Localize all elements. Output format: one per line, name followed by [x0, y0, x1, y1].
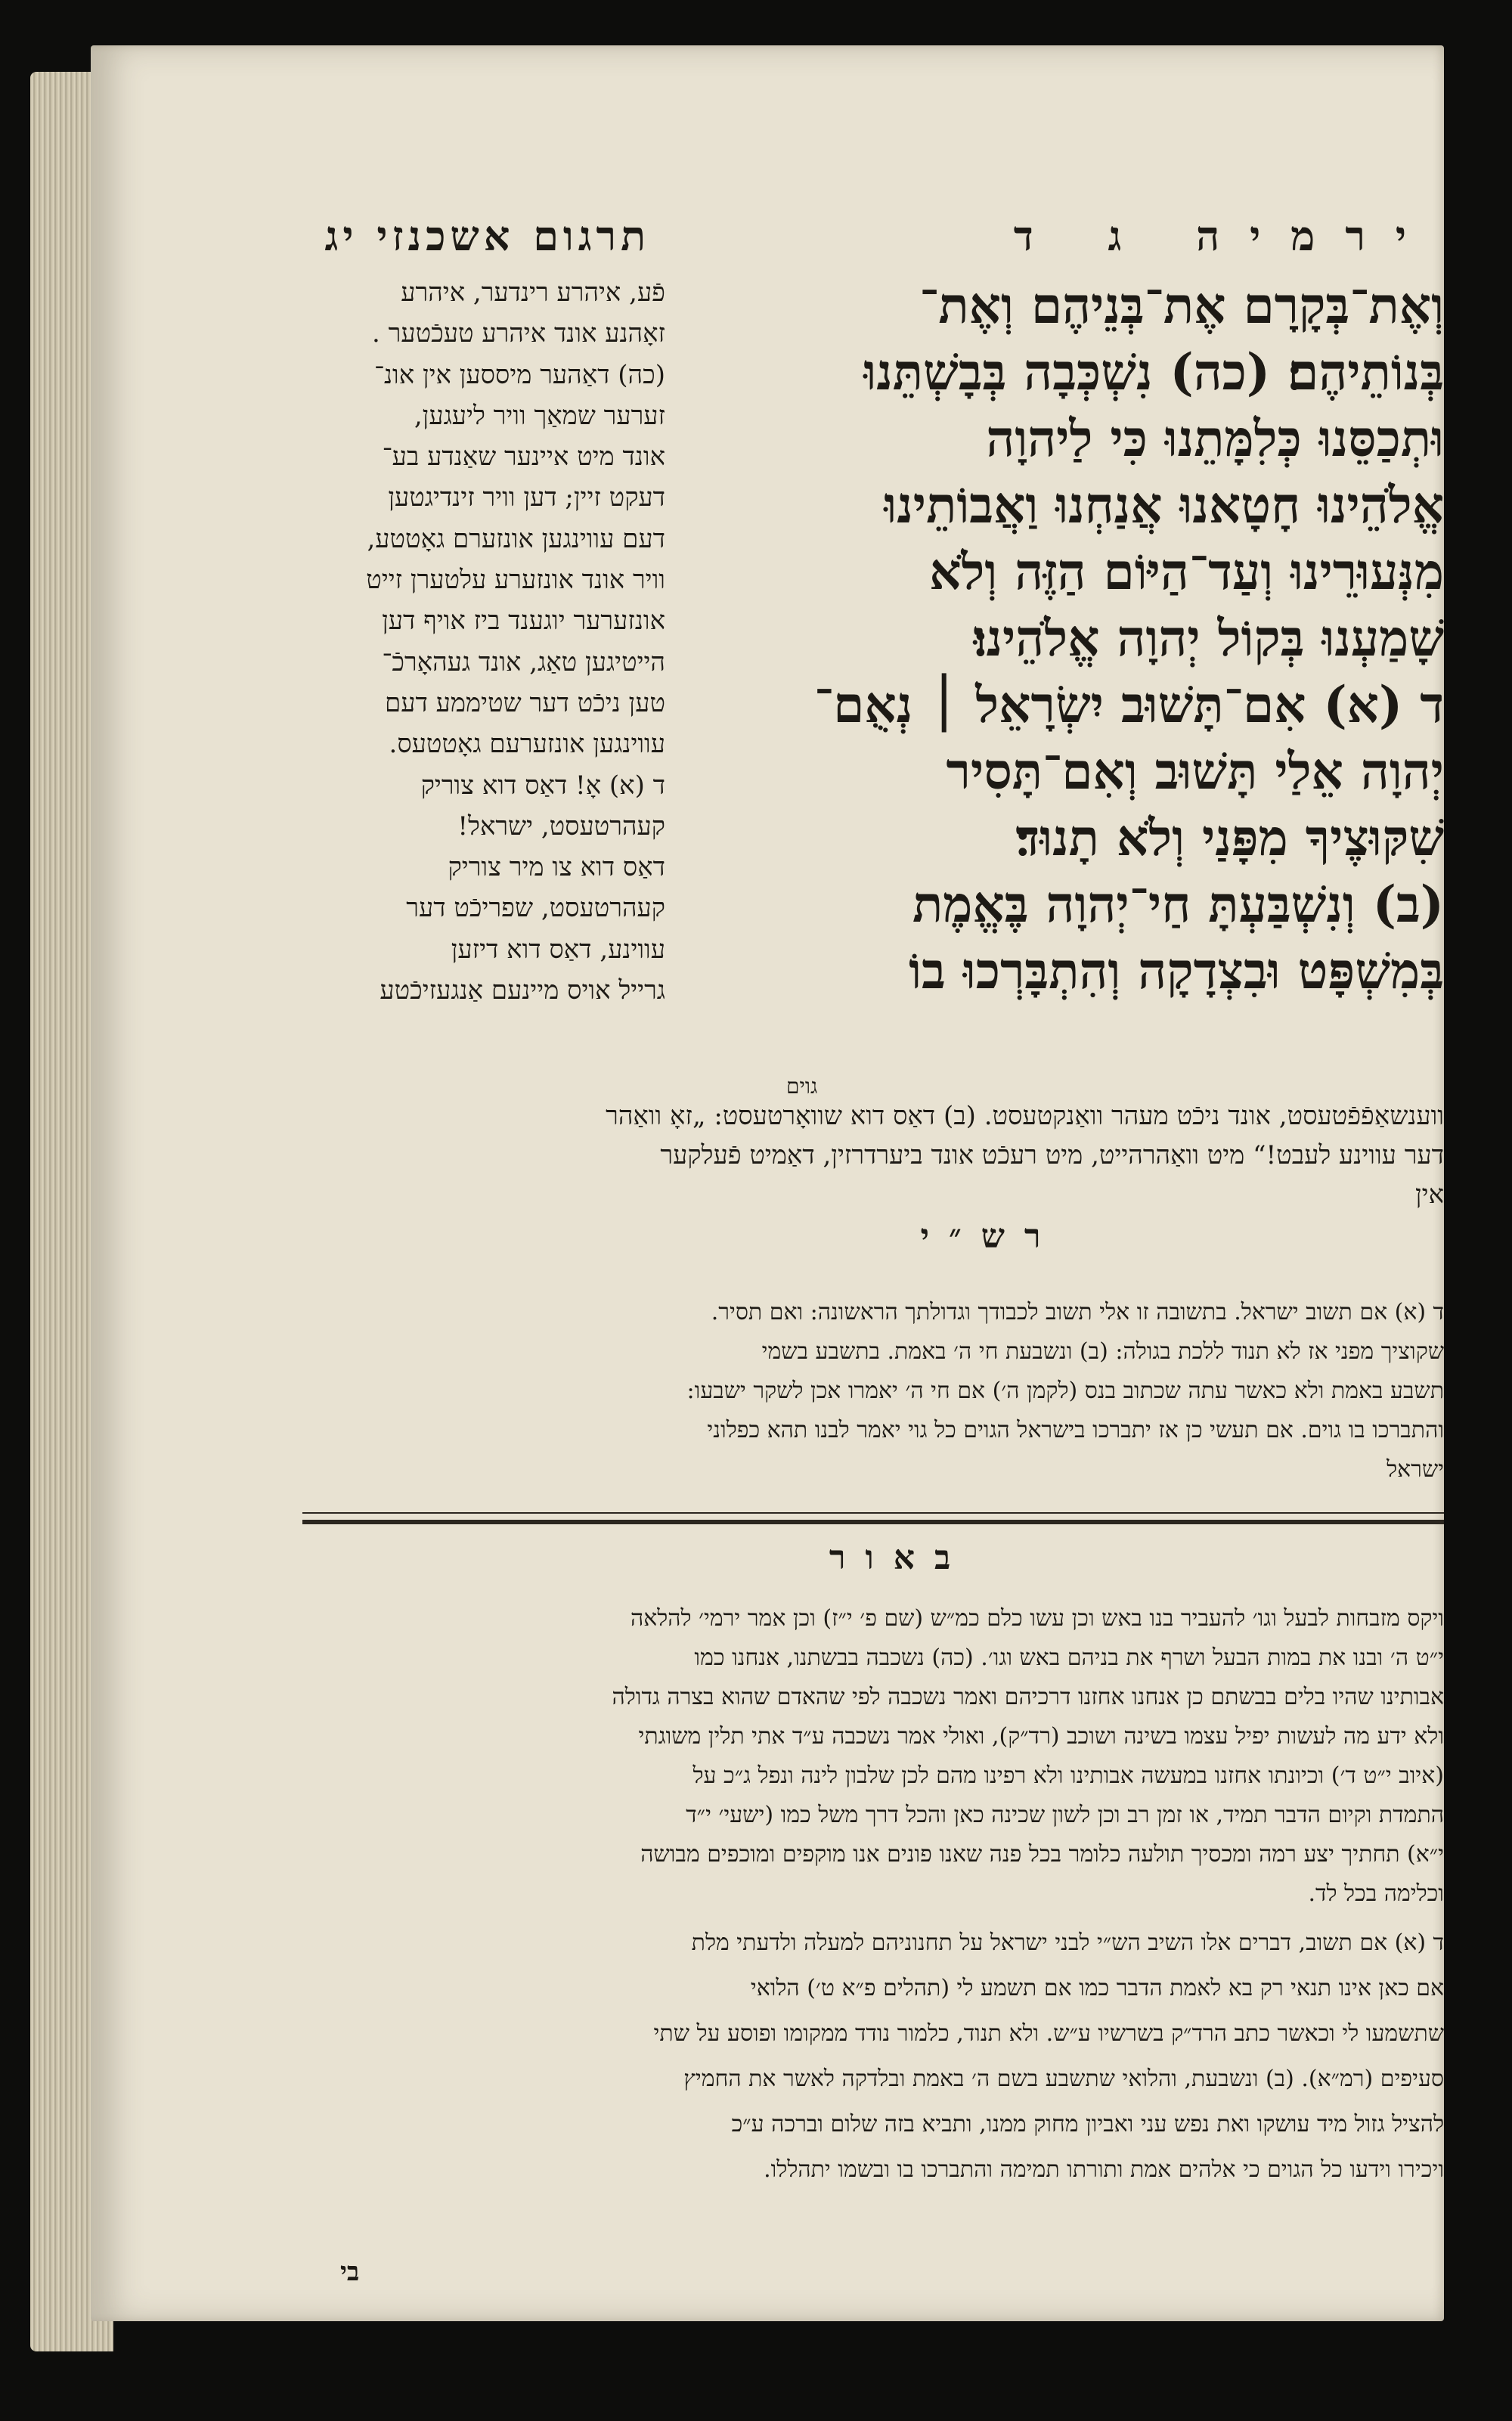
yiddish-line: אונזערער יוגענד ביז אויף דען [382, 606, 665, 637]
yiddish-line: וויר אונד אונזערע עלטערן זייט [366, 565, 665, 596]
hebrew-line: מִנְּעוּרֵינוּ וְעַד־הַיּוֹם הַזֶּה וְלֹא [929, 542, 1444, 601]
rashi-line: ד (א) אם תשוב ישראל. בתשובה זו אלי תשוב לכבודך וגדולתך הראשונה: ואם תסיר. [711, 1299, 1444, 1325]
biur-line: שתשמעו לי וכאשר כתב הרד״ק בשרשיו ע״ש. ולא תנוד, כלמור נודד ממקומו ופוסע על שתי [653, 2020, 1444, 2047]
yiddish-line: אונד מיט איינער שאַנדע בע־ [382, 442, 665, 473]
yiddish-line: ד (א) אָ! דאַס דוא צוריק [420, 770, 665, 801]
biur-line: ויכירו וידעו כל הגוים כי אלהים אמת ותורתו תמימה והתברכו בו ובשמו יתהללו. [764, 2156, 1444, 2183]
hebrew-line: אֱלֹהֵינוּ חָטָאנוּ אֲנַחְנוּ וַאֲבוֹתֵינוּ [884, 476, 1444, 535]
yiddish-line: הייטיגען טאַג, אונד געהאָרכֿ־ [382, 646, 665, 677]
rashi-title: רש״י [920, 1217, 1061, 1256]
hebrew-line: וּתְכַסֵּנוּ כְּלִמָּתֵנוּ כִּי לַיהוָה [986, 409, 1444, 468]
hebrew-line: בְּנוֹתֵיהֶם׃ (כה) נִשְׁכְּבָה בְּבָשְׁתֵּנוּ [863, 343, 1444, 401]
hebrew-line: וְאֶת־בְּקָרָם אֶת־בְּנֵיהֶם וְאֶת־ [919, 276, 1444, 335]
yiddish-line: קעהרטעסט, ישראל! [457, 811, 665, 842]
biur-line: י״א) תחתיך יצע רמה ומכסיך תולעה כלומר בכל פנה שאנו פונים אנו מוקפים ומוכפים מבושה [640, 1841, 1444, 1868]
biur-line: ד (א) אם תשוב, דברים אלו השיב הש״י לבני ישראל על תחנוניהם למעלה ולדעתי מלת [691, 1930, 1444, 1956]
biur-commentary-1 [302, 1599, 1444, 1914]
hebrew-line: בְּמִשְׁפָּט וּבִצְדָקָה וְהִתְבָּרְכוּ בוֹ [909, 941, 1444, 1000]
yiddish-line: גרייל אויס מיינעם אַנגעזיכֿטע [380, 975, 665, 1006]
yiddish-line: טען ניכֿט דער שטיממע דעם [385, 687, 665, 718]
rashi-line: תשבע באמת ולא כאשר עתה שכתוב בנס (לקמן ה׳) אם חי ה׳ יאמרו אכן לשקר ישבעו: [686, 1378, 1444, 1404]
biur-line: סעיפים (רמ״א). (ב) ונשבעת, והלואי שתשבע בשם ה׳ באמת ובלדקה לאשר את החמיץ [683, 2066, 1444, 2092]
yiddish-column [302, 272, 665, 1011]
rashi-line: ישראל [1387, 1456, 1444, 1483]
catchword: בי [340, 2257, 360, 2287]
biur-line: וכלימה בכל לד. [1308, 1880, 1444, 1907]
biur-line: י״ט ה׳ ובנו את במות הבעל ושרף את בניהם באש וגו׳. (כה) נשכבה בבשתנו, אנחנו כמו [694, 1644, 1444, 1671]
yiddish-line: דעקט זיין; דען וויר זינדיגטען [388, 482, 665, 513]
biur-line: אם כאן אינו תנאי רק בא לאמת הדבר כמו אם תשמע לי (תהלים פ״א ט׳) הלואי [750, 1975, 1444, 2001]
yiddish-line: זערער שמאַך וויר ליעגען, [414, 400, 665, 431]
hebrew-line: יְהוָה אֵלַי תָּשׁוּב וְאִם־תָּסִיר [946, 742, 1444, 801]
yiddish-line: זאָהנע אונד איהרע טעכֿטער . [372, 318, 665, 349]
hebrew-column [680, 272, 1444, 1004]
rashi-commentary [302, 1293, 1444, 1489]
hebrew-line: ד (א) אִם־תָּשׁוּב יִשְׂרָאֵל ׀ נְאֻם־ [813, 675, 1444, 734]
biur-title: באור [829, 1539, 971, 1577]
yiddish-line: ווענשאַפֿפֿטעסט, אונד ניכֿט מעהר וואַנקטעסט. (ב) דאַס דוא שוואָרטעסט: „זאָ וואַהר [606, 1101, 1444, 1131]
background-right [1444, 45, 1512, 2359]
yiddish-full-width [302, 1096, 1444, 1214]
yiddish-line: עווינגען אונזערעם גאָטטעס. [389, 729, 665, 760]
yiddish-line: דאַס דוא צו מיר צוריק [448, 852, 665, 883]
rashi-line: שקוציך מפני אז לא תנוד ללכת בגולה: (ב) ונשבעת חי ה׳ באמת. בתשבע בשמי [761, 1338, 1444, 1365]
biur-commentary-2 [302, 1920, 1444, 2193]
yiddish-line: קעהרטעסט, שפריכֿט דער [406, 893, 665, 924]
biur-line: (איוב י״ט ד׳) וכיונתו אחזנו במעשה אבותינו ולא רפינו מהם לכן שלבון לינה ונפל ג״כ על [692, 1762, 1444, 1789]
hebrew-line: שִׁקּוּצֶיךָ מִפָּנַי וְלֹא תָנוּד׃ [1015, 808, 1444, 867]
header-right: ירמיה ג ד [1013, 212, 1436, 260]
marginal-gloss: גוים [786, 1074, 818, 1099]
hebrew-line: (ב) וְנִשְׁבַּעְתָּ חַי־יְהוָה בֶּאֱמֶת [912, 875, 1444, 934]
divider [302, 1520, 1444, 1524]
yiddish-line: דעם עווינגען אונזערם גאָטטע, [367, 523, 665, 554]
yiddish-line: אין [1415, 1180, 1444, 1210]
biur-line: ויקס מזבחות לבעל וגו׳ להעביר בנו באש וכן עשו כלם כמ״ש (שם פ׳ י״ז) וכן אמר ירמי׳ להלאה [630, 1605, 1444, 1632]
rashi-line: והתברכו בו גוים. אם תעשי כן אז יתברכו בישראל הגוים כל גוי יאמר לבנו תהא כפלוני [707, 1417, 1444, 1443]
yiddish-line: עווינע, דאַס דוא דיזען [451, 934, 665, 965]
biur-line: להציל גזול מיד עושקו ואת נפש עני ואביון מחוק ממנו, ותביא בזה שלום וברכה ע״כ [731, 2111, 1444, 2137]
biur-line: ולא ידע מה לעשות יפיל עצמו בשינה ושוכב (רד״ק), ואולי אמר נשכבה ע״ד אתי תלין משוגתי [638, 1723, 1444, 1750]
divider-thin [302, 1512, 1444, 1514]
biur-line: התמדת וקיום הדבר תמיד, או זמן רב וכן לשון שכינה כאן והכל דרך משל כמו (ישעי׳ י״ד [686, 1802, 1444, 1828]
yiddish-line: (כה) דאַהער מיססען אין אונ־ [373, 359, 665, 390]
header-left: תרגום אשכנזי יג [324, 212, 650, 260]
yiddish-line: פֿע, איהרע רינדער, איהרע [401, 277, 665, 308]
yiddish-line: דער עווינע לעבט!“ מיט וואַהרהייט, מיט רעכֿט אונד ביערדרזין, דאַמיט פֿעלקער [660, 1140, 1444, 1170]
hebrew-line: שָׁמַעְנוּ בְּקוֹל יְהוָה אֱלֹהֵינוּ׃ [973, 609, 1444, 668]
biur-line: אבותינו שהיו בלים בבשתם כן אנחנו אחזנו דרכיהם ואמר נשכבה לפי שהאדם שהוא בצרה גדולה [612, 1684, 1444, 1710]
